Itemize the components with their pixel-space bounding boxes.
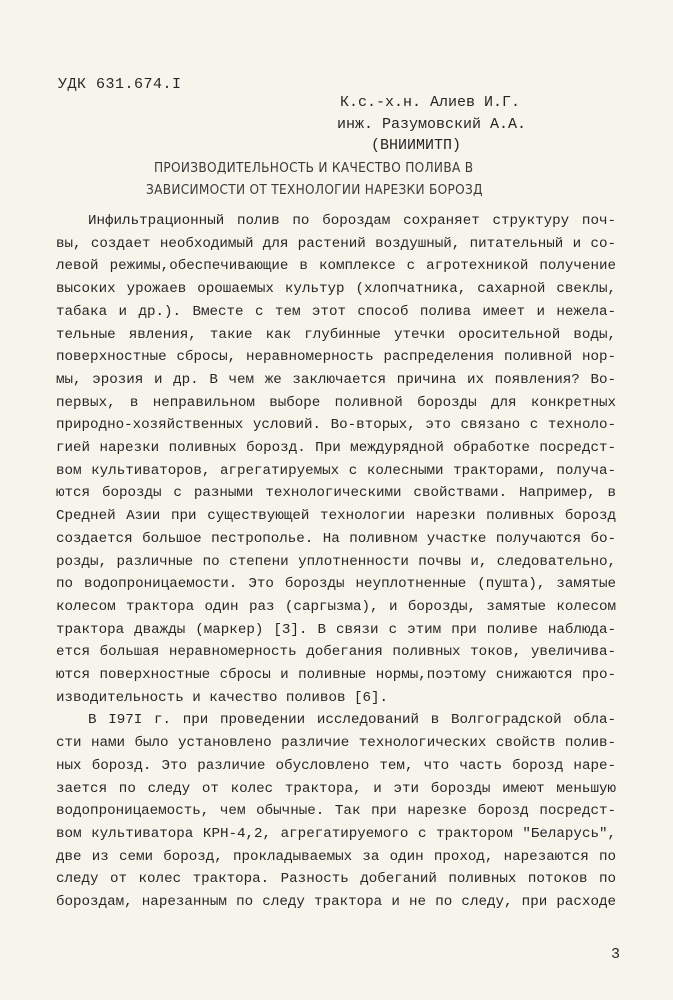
text-line: природно-хозяйственных условий. Во-вторых, это связано с техноло- [56, 417, 616, 434]
text-line: Средней Азии при существующей технологии нарезки поливных борозд [56, 508, 616, 525]
text-line: по водопроницаемости. Это борозды неуплотненные (пушта), замятые [56, 576, 616, 593]
author-1: К.с.-х.н. Алиев И.Г. [340, 94, 521, 111]
text-line: гией нарезки поливных борозд. При междурядной обработке посредст- [56, 440, 616, 457]
text-line: первых, в неправильном выборе поливной борозды для конкретных [56, 394, 616, 411]
text-line: следу от колес трактора. Разность добеганий поливных потоков по [56, 871, 616, 888]
text-line: трактора дважды (маркер) [3]. В связи с этим при поливе наблюда- [56, 621, 616, 638]
text-line: колесом трактора один раз (саргызма), и борозды, замятые колесом [56, 598, 616, 615]
text-line: две из семи борозд, прокладываемых за один проход, нарезаются по [56, 848, 616, 865]
text-line: Инфильтрационный полив по бороздам сохраняет структуру поч- [88, 213, 616, 229]
text-line: сти нами было установлено различие технологических свойств полив- [56, 735, 616, 752]
text-line: водопроницаемость, чем обычные. Так при нарезке борозд посредст- [56, 803, 616, 820]
text-line: высоких урожаев орошаемых культур (хлопчатника, сахарной свеклы, [56, 281, 616, 298]
title-line-2: ЗАВИСИМОСТИ ОТ ТЕХНОЛОГИИ НАРЕЗКИ БОРОЗД [146, 182, 483, 198]
text-line: зается по следу от колес трактора, и эти борозды имеют меньшую [56, 780, 616, 797]
text-line: создается большое пестрополье. На поливном участке получаются бо- [56, 530, 616, 547]
text-line: поверхностные сбросы, неравномерность распределения поливной нор- [56, 349, 616, 366]
text-line: левой режимы,обеспечивающие в комплексе с агротехникой получение [56, 258, 616, 275]
text-line: тельные явления, такие как глубинные утечки оросительной воды, [56, 326, 616, 343]
text-line: вом культиваторов, агрегатируемых с колесными тракторами, получа- [56, 462, 616, 479]
text-line: вы, создает необходимый для растений воздушный, питательный и со- [56, 235, 616, 252]
text-line: В I97I г. при проведении исследований в Волгоградской обла- [88, 712, 616, 729]
text-line: ется большая неравномерность добегания поливных токов, увеличива- [56, 644, 616, 661]
text-line: бороздам, нарезанным по следу трактора и не по следу, при расходе [56, 894, 616, 911]
text-line: розды, различные по степени уплотненности почвы и, следовательно, [56, 553, 616, 570]
title-line-1: ПРОИЗВОДИТЕЛЬНОСТЬ И КАЧЕСТВО ПОЛИВА В [154, 160, 474, 176]
text-line: ются борозды с разными технологическими свойствами. Например, в [56, 485, 616, 502]
page-number: 3 [611, 946, 621, 963]
author-2: инж. Разумовский А.А. [337, 116, 527, 133]
body-text [56, 210, 616, 914]
text-line: мы, эрозия и др. В чем же заключается причина их появления? Во- [56, 371, 616, 388]
udk-code: УДК 631.674.I [58, 76, 182, 93]
author-affiliation: (ВНИИМИТП) [371, 137, 462, 154]
text-line: ных борозд. Это различие обусловлено тем, что часть борозд наре- [56, 757, 616, 774]
text-line: ются поверхностные сбросы и поливные нормы,поэтому снижаются про- [56, 667, 616, 684]
text-line: изводительность и качество поливов [6]. [56, 689, 389, 706]
text-line: табака и др.). Вместе с тем этот способ полива имеет и нежела- [56, 303, 616, 320]
text-line: вом культиватора КРН-4,2, агрегатируемого с трактором "Беларусь", [56, 825, 616, 842]
